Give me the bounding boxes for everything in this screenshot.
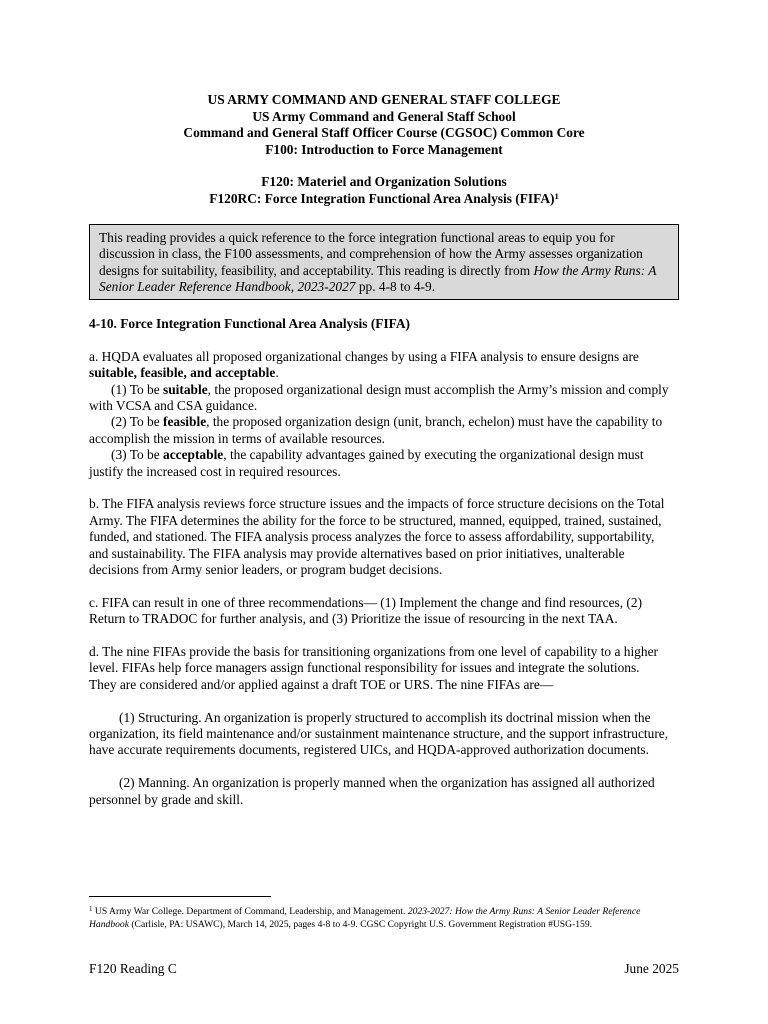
paragraph-c: c. FIFA can result in one of three recommendations— (1) Implement the change and find resources, (2) Return to TRADOC for further analysis, and (3) Prioritize the issue of resourcing in the next TAA. bbox=[89, 594, 643, 627]
footer-date: June 2025 bbox=[624, 961, 679, 976]
module-name: F100: Introduction to Force Management bbox=[265, 141, 503, 157]
school-name: US Army Command and General Staff School bbox=[252, 108, 516, 124]
paragraph-a3: (3) To be acceptable, the capability advantages gained by executing the organizational design must justify the increased cost in required resources. bbox=[89, 447, 644, 479]
intro-box: This reading provides a quick reference to the force integration functional areas to equip you for discussion in class, the F100 assessments, and comprehension of how the Army assesses organization designs for suitability, feasibility, and acceptability. This reading is directly from How the Army Runs: A Senior Leader Reference Handbook, 2023-2027 pp. 4-8 to 4-9. bbox=[89, 224, 679, 300]
paragraph-d1: (1) Structuring. An organization is properly structured to accomplish its doctrinal mission when the organization, its field maintenance and/or sustainment maintenance structure, and the support infrastructure, have accurate requirements documents, registered UICs, and HQDA-approved authorization documents. bbox=[89, 709, 669, 758]
college-name: US ARMY COMMAND AND GENERAL STAFF COLLEGE bbox=[207, 92, 561, 107]
course-name: Command and General Staff Officer Course (CGSOC) Common Core bbox=[183, 125, 585, 140]
lesson-name: F120: Materiel and Organization Solutions bbox=[261, 174, 507, 189]
source-title: How the Army Runs: A Senior Leader Reference Handbook, 2023-2027 bbox=[99, 262, 657, 295]
reading-title: F120RC: Force Integration Functional Area Analysis (FIFA)$^1$ bbox=[209, 190, 559, 206]
section-heading: 4-10. Force Integration Functional Area Analysis (FIFA) bbox=[89, 316, 410, 331]
paragraph-b: b. The FIFA analysis reviews force structure issues and the impacts of force structure decisions on the Total Army. The FIFA determines the ability for the force to be structured, manned, equipped, trained, sustained, funded, and stationed. The FIFA analysis process analyzes the force to assess affordability, supportability, and sustainability. The FIFA analysis may provide alternatives based on prior initiatives, unalterable decisions from Army senior leaders, or program budget decisions. bbox=[89, 496, 665, 578]
paragraph-d2: (2) Manning. An organization is properly manned when the organization has assigned all authorized personnel by grade and skill. bbox=[89, 775, 655, 807]
document-page bbox=[89, 0, 679, 1024]
footnote-divider bbox=[89, 896, 271, 897]
paragraph-a1: (1) To be suitable, the proposed organizational design must accomplish the Army’s mission and comply with VCSA and CSA guidance. bbox=[89, 381, 669, 414]
paragraph-a2: (2) To be feasible, the proposed organization design (unit, branch, echelon) must have the capability to accomplish the mission in terms of available resources. bbox=[89, 414, 663, 446]
paragraph-d: d. The nine FIFAs provide the basis for transitioning organizations from one level of capability to a higher level. FIFAs help force managers assign functional responsibility for issues and integrate the solutions. They are considered and/or applied against a draft TOE or URS. The nine FIFAs are— bbox=[89, 644, 658, 692]
document-header bbox=[89, 92, 679, 207]
paragraph-a: a. HQDA evaluates all proposed organizational changes by using a FIFA analysis to ensure designs are suitable, feasible, and acceptable. bbox=[89, 348, 639, 381]
footnote-ref: 1 bbox=[554, 190, 559, 201]
reading-body bbox=[89, 316, 669, 808]
footnote: $^1$ US Army War College. Department of Command, Leadership, and Management. 2023-2027: How the Army Runs: A Senior Leader Reference Handbook (Carlisle, PA: USAWC), March 14, 2025, pages 4-8 to 4-9. CGSC Copyright U.S. Government Registration #USG-159. bbox=[89, 905, 641, 930]
footer-reading-label: F120 Reading C bbox=[89, 961, 177, 976]
